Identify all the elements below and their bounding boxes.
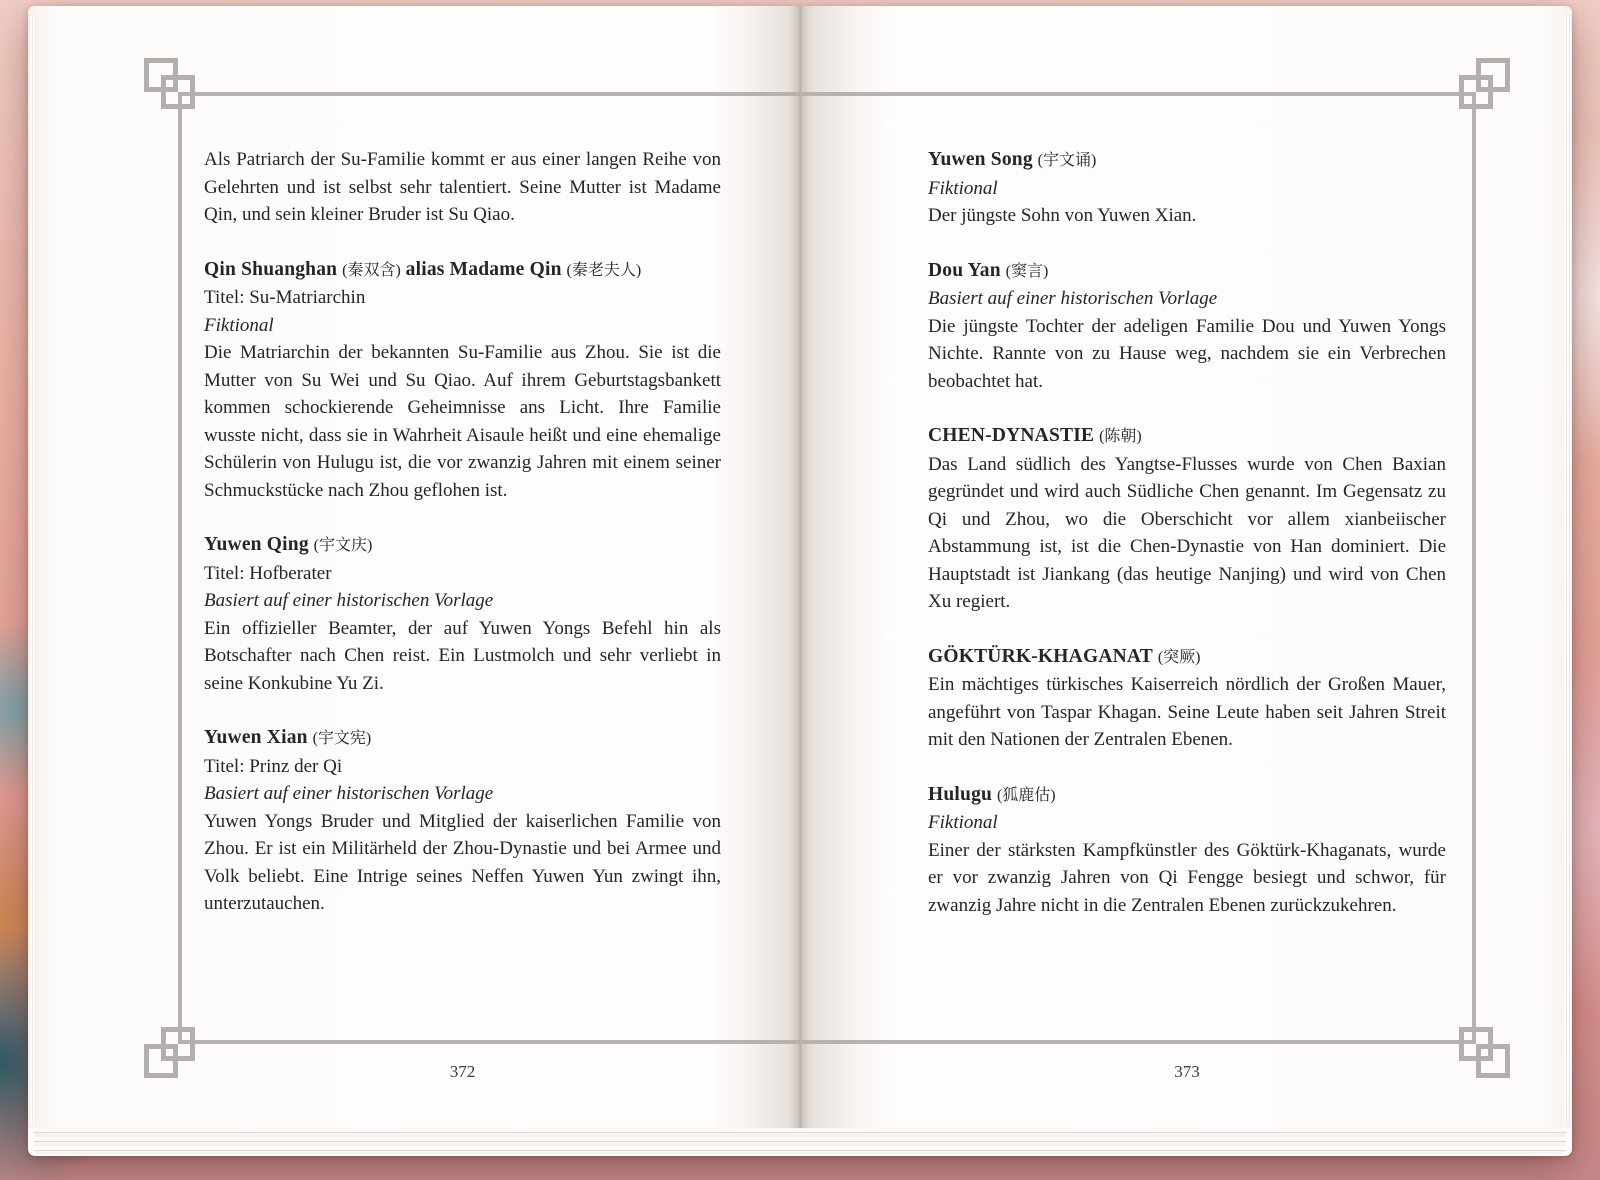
entry-chinese: (陈朝): [1099, 428, 1142, 445]
glossary-entry: [928, 643, 1446, 754]
entry-alias: alias Madame Qin: [405, 258, 562, 280]
glossary-entry: [204, 531, 721, 697]
glossary-entry: [928, 422, 1446, 616]
entry-body: Der jüngste Sohn von Yuwen Xian.: [928, 205, 1197, 226]
entry-heading: [928, 643, 1446, 672]
entry-name: Yuwen Song: [928, 149, 1033, 170]
glossary-entry: [204, 724, 721, 918]
entry-note: Fiktional: [928, 177, 998, 199]
entry-body: Ein mächtiges türkisches Kaiserreich nördlich der Großen Mauer, angeführt von Taspar Khagan. Seine Leute haben seit Jahren Streit mit den Nationen der Zentralen Ebenen.: [928, 674, 1446, 750]
right-page-text: [928, 146, 1446, 919]
entry-heading: [928, 146, 1446, 175]
entry-note: Basiert auf einer historischen Vorlage: [204, 783, 494, 804]
page-number-left: 372: [449, 1062, 476, 1081]
entry-heading: [928, 781, 1446, 810]
glossary-entry: [928, 257, 1446, 396]
entry-title: Titel: Prinz der Qi: [204, 755, 343, 777]
entry-body: Die Matriarchin der bekannten Su-Familie aus Zhou. Sie ist die Mutter von Su Wei und Su Qiao. Auf ihrem Geburtstagsbankett kommen schockierende Geheimnisse ans Licht. Ihre Familie wusste nicht, dass sie in Wahrheit Aisaule heißt und eine ehemalige Schülerin von Hulugu ist, die vor zwanzig Jahren mit einem seiner Schmuckstücke nach Zhou geflohen ist.: [204, 342, 721, 501]
entry-heading: [204, 724, 721, 753]
entry-body: Die jüngste Tochter der adeligen Familie Dou und Yuwen Yongs Nichte. Rannte von zu Hause weg, nachdem sie ein Verbrechen beobachtet hat.: [928, 315, 1446, 392]
glossary-entry: [928, 146, 1446, 230]
entry-name: Dou Yan: [928, 259, 1001, 281]
entry-body: Einer der stärksten Kampfkünstler des Göktürk-Khaganats, wurde er vor zwanzig Jahren von Qi Fengge besiegt und schwor, für zwanzig Jahre nicht in die Zentralen Ebenen zurückzukehren.: [928, 839, 1446, 916]
entry-note: Fiktional: [204, 314, 274, 336]
entry-name: Yuwen Xian: [204, 727, 308, 748]
entry-note: Fiktional: [928, 812, 998, 833]
entry-chinese: (窦言): [1005, 262, 1049, 280]
intro-paragraph: Als Patriarch der Su-Familie kommt er aus einer langen Reihe von Gelehrten und ist selbst sehr talentiert. Seine Mutter ist Madame Qin, und sein kleiner Bruder ist Su Qiao.: [204, 149, 721, 225]
entry-chinese: (狐鹿估): [996, 786, 1056, 804]
page-edge-left: [29, 16, 36, 1124]
entry-name: Qin Shuanghan: [204, 258, 338, 280]
entry-chinese: (宇文诵): [1037, 152, 1097, 169]
entry-note: Basiert auf einer historischen Vorlage: [204, 590, 494, 611]
entry-chinese: (秦双含): [342, 261, 401, 279]
entry-name: CHEN-DYNASTIE: [928, 425, 1095, 446]
entry-chinese: (宇文庆): [313, 537, 373, 554]
entry-heading: [204, 256, 721, 285]
entry-name: GÖKTÜRK-KHAGANAT: [928, 645, 1153, 667]
entry-title: Titel: Su-Matriarchin: [204, 287, 366, 308]
entry-name: Hulugu: [928, 783, 993, 805]
entry-heading: [204, 531, 721, 560]
page-stack-edges: [34, 1128, 1566, 1154]
entry-chinese: (突厥): [1157, 648, 1201, 666]
entry-heading: [928, 422, 1446, 451]
glossary-entry: [928, 781, 1446, 920]
entry-body: Ein offizieller Beamter, der auf Yuwen Yongs Befehl hin als Botschafter nach Chen reist. Ein Lustmolch und sehr verliebt in seine Konkubine Yu Zi.: [204, 617, 721, 694]
entry-body: Yuwen Yongs Bruder und Mitglied der kaiserlichen Familie von Zhou. Er ist ein Militärheld der Zhou-Dynastie und bei Armee und Volk beliebt. Eine Intrige seines Neffen Yuwen Yun zwingt ihn, unterzutauchen.: [204, 810, 721, 914]
entry-alias-chinese: (秦老夫人): [566, 261, 642, 279]
entry-title: Titel: Hofberater: [204, 562, 332, 584]
entry-heading: [928, 257, 1446, 286]
open-book: [28, 6, 1572, 1156]
entry-name: Yuwen Qing: [204, 534, 309, 555]
page-number-right: 373: [1174, 1062, 1200, 1081]
left-page-text: [204, 146, 721, 918]
entry-note: Basiert auf einer historischen Vorlage: [928, 288, 1218, 309]
page-edge-right: [1564, 16, 1571, 1124]
entry-body: Das Land südlich des Yangtse-Flusses wurde von Chen Baxian gegründet und wird auch Südliche Chen genannt. Im Gegensatz zu Qi und Zhou, wo die Oberschicht vor allem xianbeiischer Abstammung ist, ist die Chen-Dynastie von Han dominiert. Die Hauptstadt ist Jiankang (das heutige Nanjing) und wird von Chen Xu regiert.: [928, 453, 1446, 612]
entry-chinese: (宇文宪): [312, 730, 372, 747]
glossary-entry: [204, 256, 721, 505]
